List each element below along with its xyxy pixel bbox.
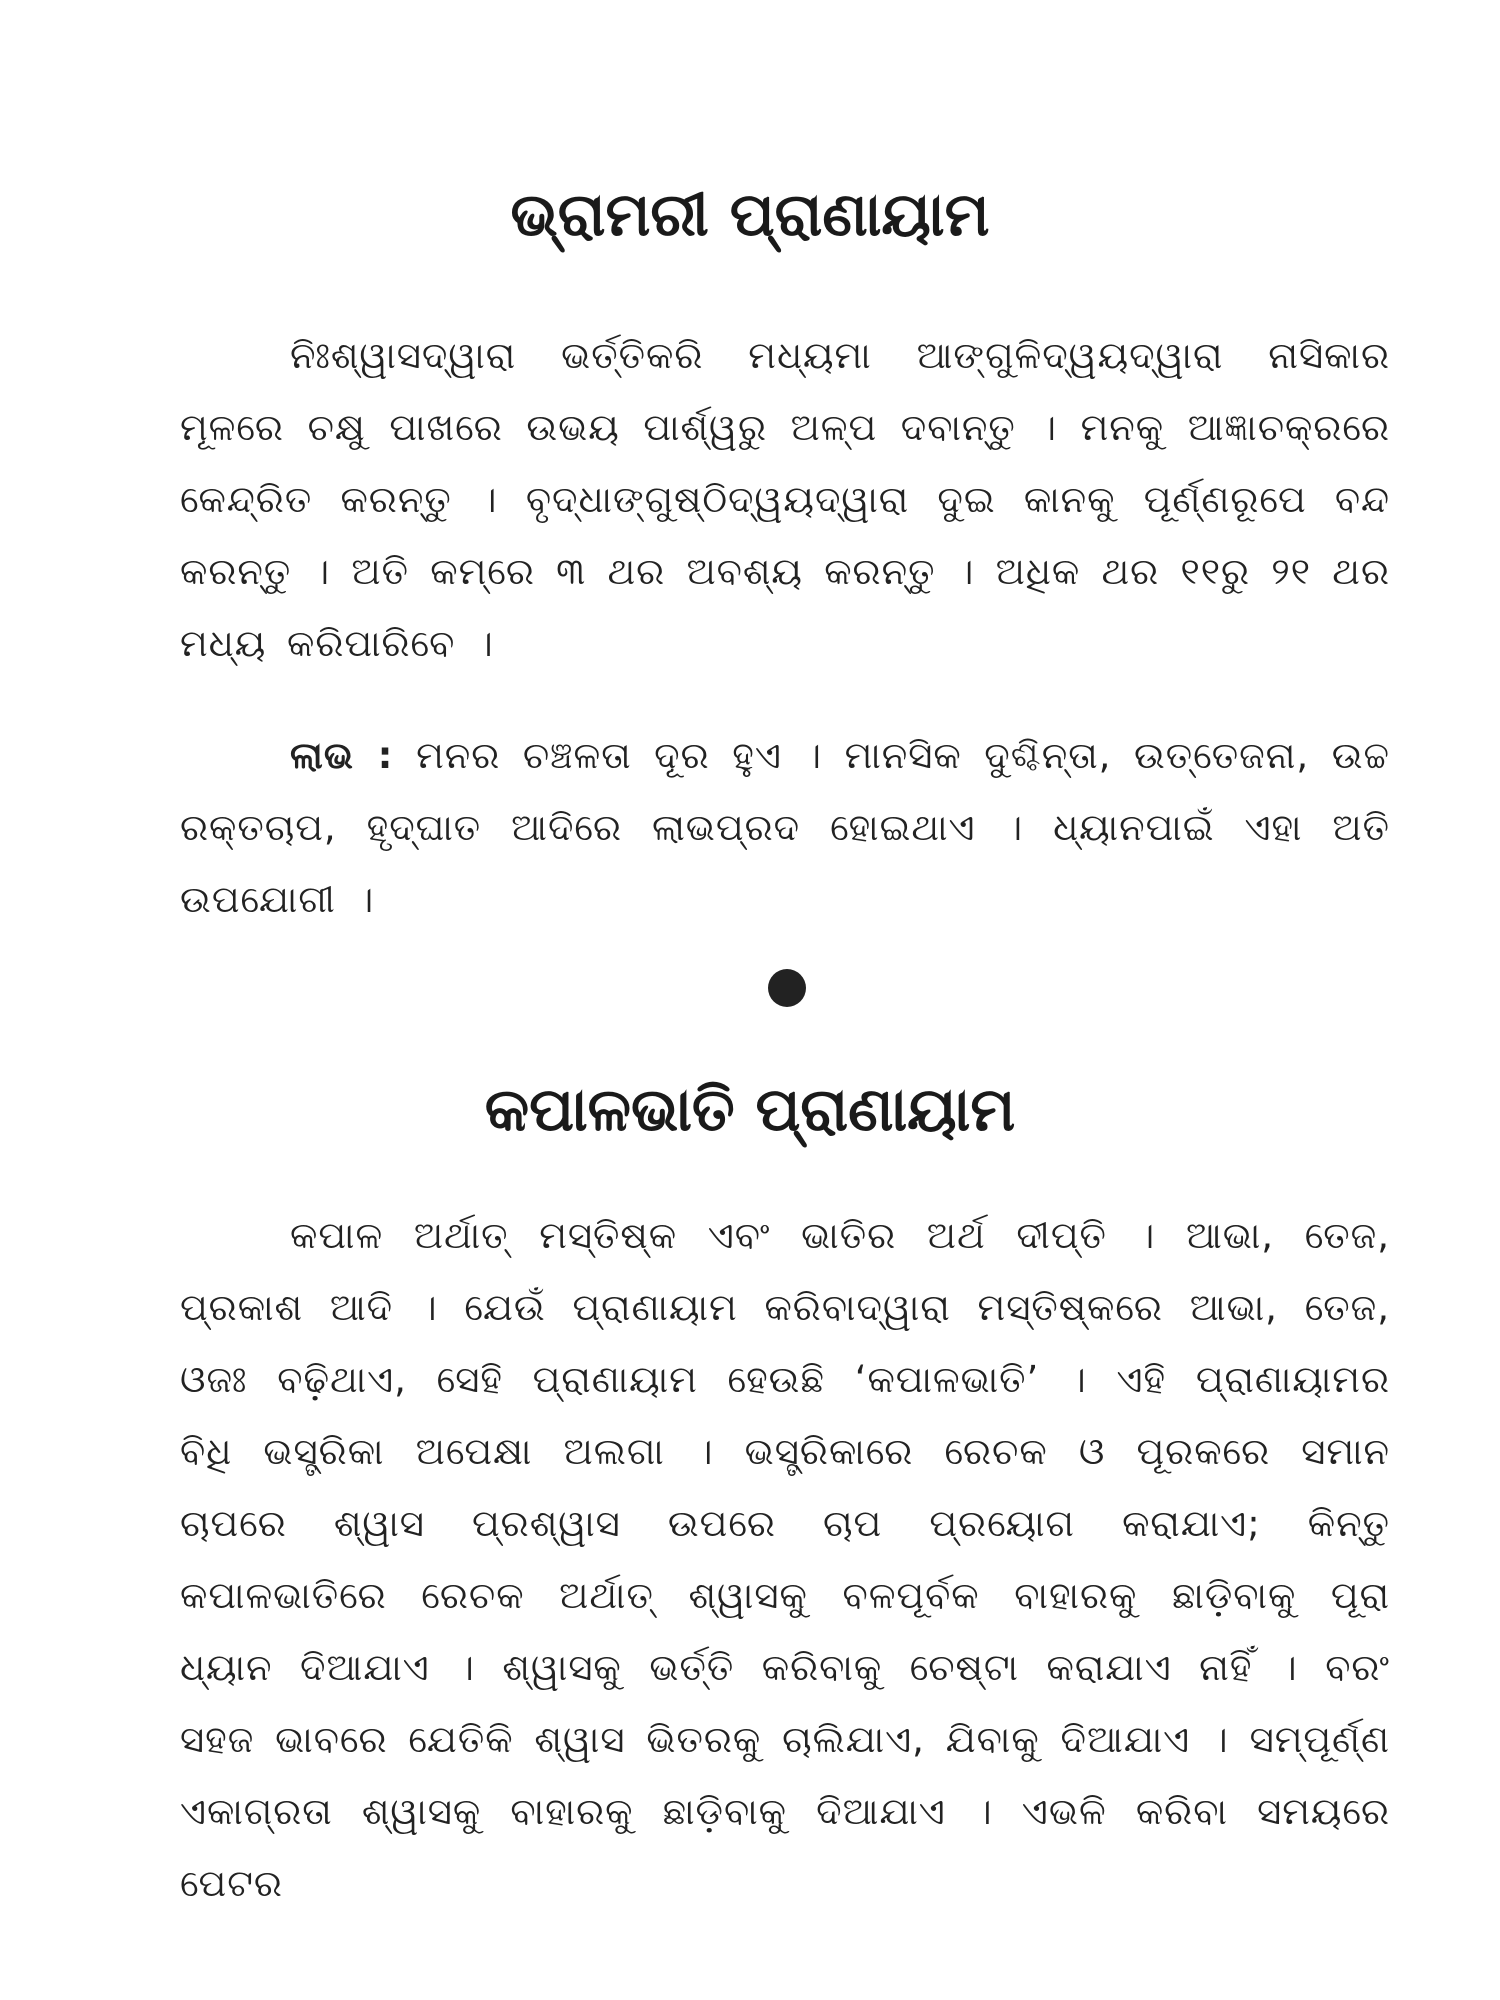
benefit-label: ଲାଭ : — [290, 734, 394, 777]
section-title-bhramari: ଭ୍ରାମରୀ ପ୍ରାଣାୟାମ — [510, 180, 990, 250]
bhramari-benefit-paragraph — [180, 720, 1390, 936]
section-title-kapalbhati: କପାଳଭାତି ପ୍ରାଣାୟାମ — [484, 1075, 1016, 1145]
section-divider-bullet-icon — [768, 969, 806, 1007]
bhramari-instructions-paragraph: ନିଃଶ୍ୱାସଦ୍ୱାରା ଭର୍ତ୍ତିକରି ମଧ୍ୟମା ଆଙ୍ଗୁଳିଦ୍ୱୟଦ୍ୱାରା ନାସିକାର ମୂଳରେ ଚକ୍ଷୁ ପାଖରେ ଉଭୟ ପାର୍ଶ୍ୱରୁ ଅଳ୍ପ ଦବାନ୍ତୁ । ମନକୁ ଆଜ୍ଞାଚକ୍ରରେ କେନ୍ଦ୍ରିତ କରନ୍ତୁ । ବୃଦ୍ଧାଙ୍ଗୁଷ୍ଠିଦ୍ୱୟଦ୍ୱାରା ଦୁଇ କାନକୁ ପୂର୍ଣ୍ଣରୂପେ ବନ୍ଦ କରନ୍ତୁ । ଅତି କମ୍‌ରେ ୩ ଥର ଅବଶ୍ୟ କରନ୍ତୁ । ଅଧିକ ଥର ୧୧ରୁ ୨୧ ଥର ମଧ୍ୟ କରିପାରିବେ । — [180, 334, 1390, 665]
kapalbhati-description-paragraph: କପାଳ ଅର୍ଥାତ୍ ମସ୍ତିଷ୍କ ଏବଂ ଭାତିର ଅର୍ଥ ଦୀପ୍ତି । ଆଭା, ତେଜ, ପ୍ରକାଶ ଆଦି । ଯେଉଁ ପ୍ରାଣାୟାମ କରିବାଦ୍ୱାରା ମସ୍ତିଷ୍କରେ ଆଭା, ତେଜ, ଓଜଃ ବଢ଼ିଥାଏ, ସେହି ପ୍ରାଣାୟାମ ହେଉଛି ‘କପାଳଭାତି’ । ଏହି ପ୍ରାଣାୟାମର ବିଧି ଭସ୍ତ୍ରିକା ଅପେକ୍ଷା ଅଲଗା । ଭସ୍ତ୍ରିକାରେ ରେଚକ ଓ ପୂରକରେ ସମାନ ଚାପରେ ଶ୍ୱାସ ପ୍ରଶ୍ୱାସ ଉପରେ ଚାପ ପ୍ରୟୋଗ କରାଯାଏ; କିନ୍ତୁ କପାଳଭାତିରେ ରେଚକ ଅର୍ଥାତ୍ ଶ୍ୱାସକୁ ବଳପୂର୍ବକ ବାହାରକୁ ଛାଡ଼ିବାକୁ ପୂରା ଧ୍ୟାନ ଦିଆଯାଏ । ଶ୍ୱାସକୁ ଭର୍ତ୍ତି କରିବାକୁ ଚେଷ୍ଟା କରାଯାଏ ନାହିଁ । ବରଂ ସହଜ ଭାବରେ ଯେତିକି ଶ୍ୱାସ ଭିତରକୁ ଚାଲିଯାଏ, ଯିବାକୁ ଦିଆଯାଏ । ସମ୍ପୂର୍ଣ୍ଣ ଏକାଗ୍ରତା ଶ୍ୱାସକୁ ବାହାରକୁ ଛାଡ଼ିବାକୁ ଦିଆଯାଏ । ଏଭଳି କରିବା ସମୟରେ ପେଟର — [180, 1214, 1390, 1905]
benefit-text: ମନର ଚଞ୍ଚଳତା ଦୂର ହୁଏ । ମାନସିକ ଦୁଶ୍ଚିନ୍ତା, ଉତ୍ତେଜନା, ଉଚ୍ଚ ରକ୍ତଚାପ, ହୃଦ୍‌ଘାତ ଆଦିରେ ଲାଭପ୍ରଦ ହୋଇଥାଏ । ଧ୍ୟାନପାଇଁ ଏହା ଅତି ଉପଯୋଗୀ । — [180, 734, 1391, 921]
